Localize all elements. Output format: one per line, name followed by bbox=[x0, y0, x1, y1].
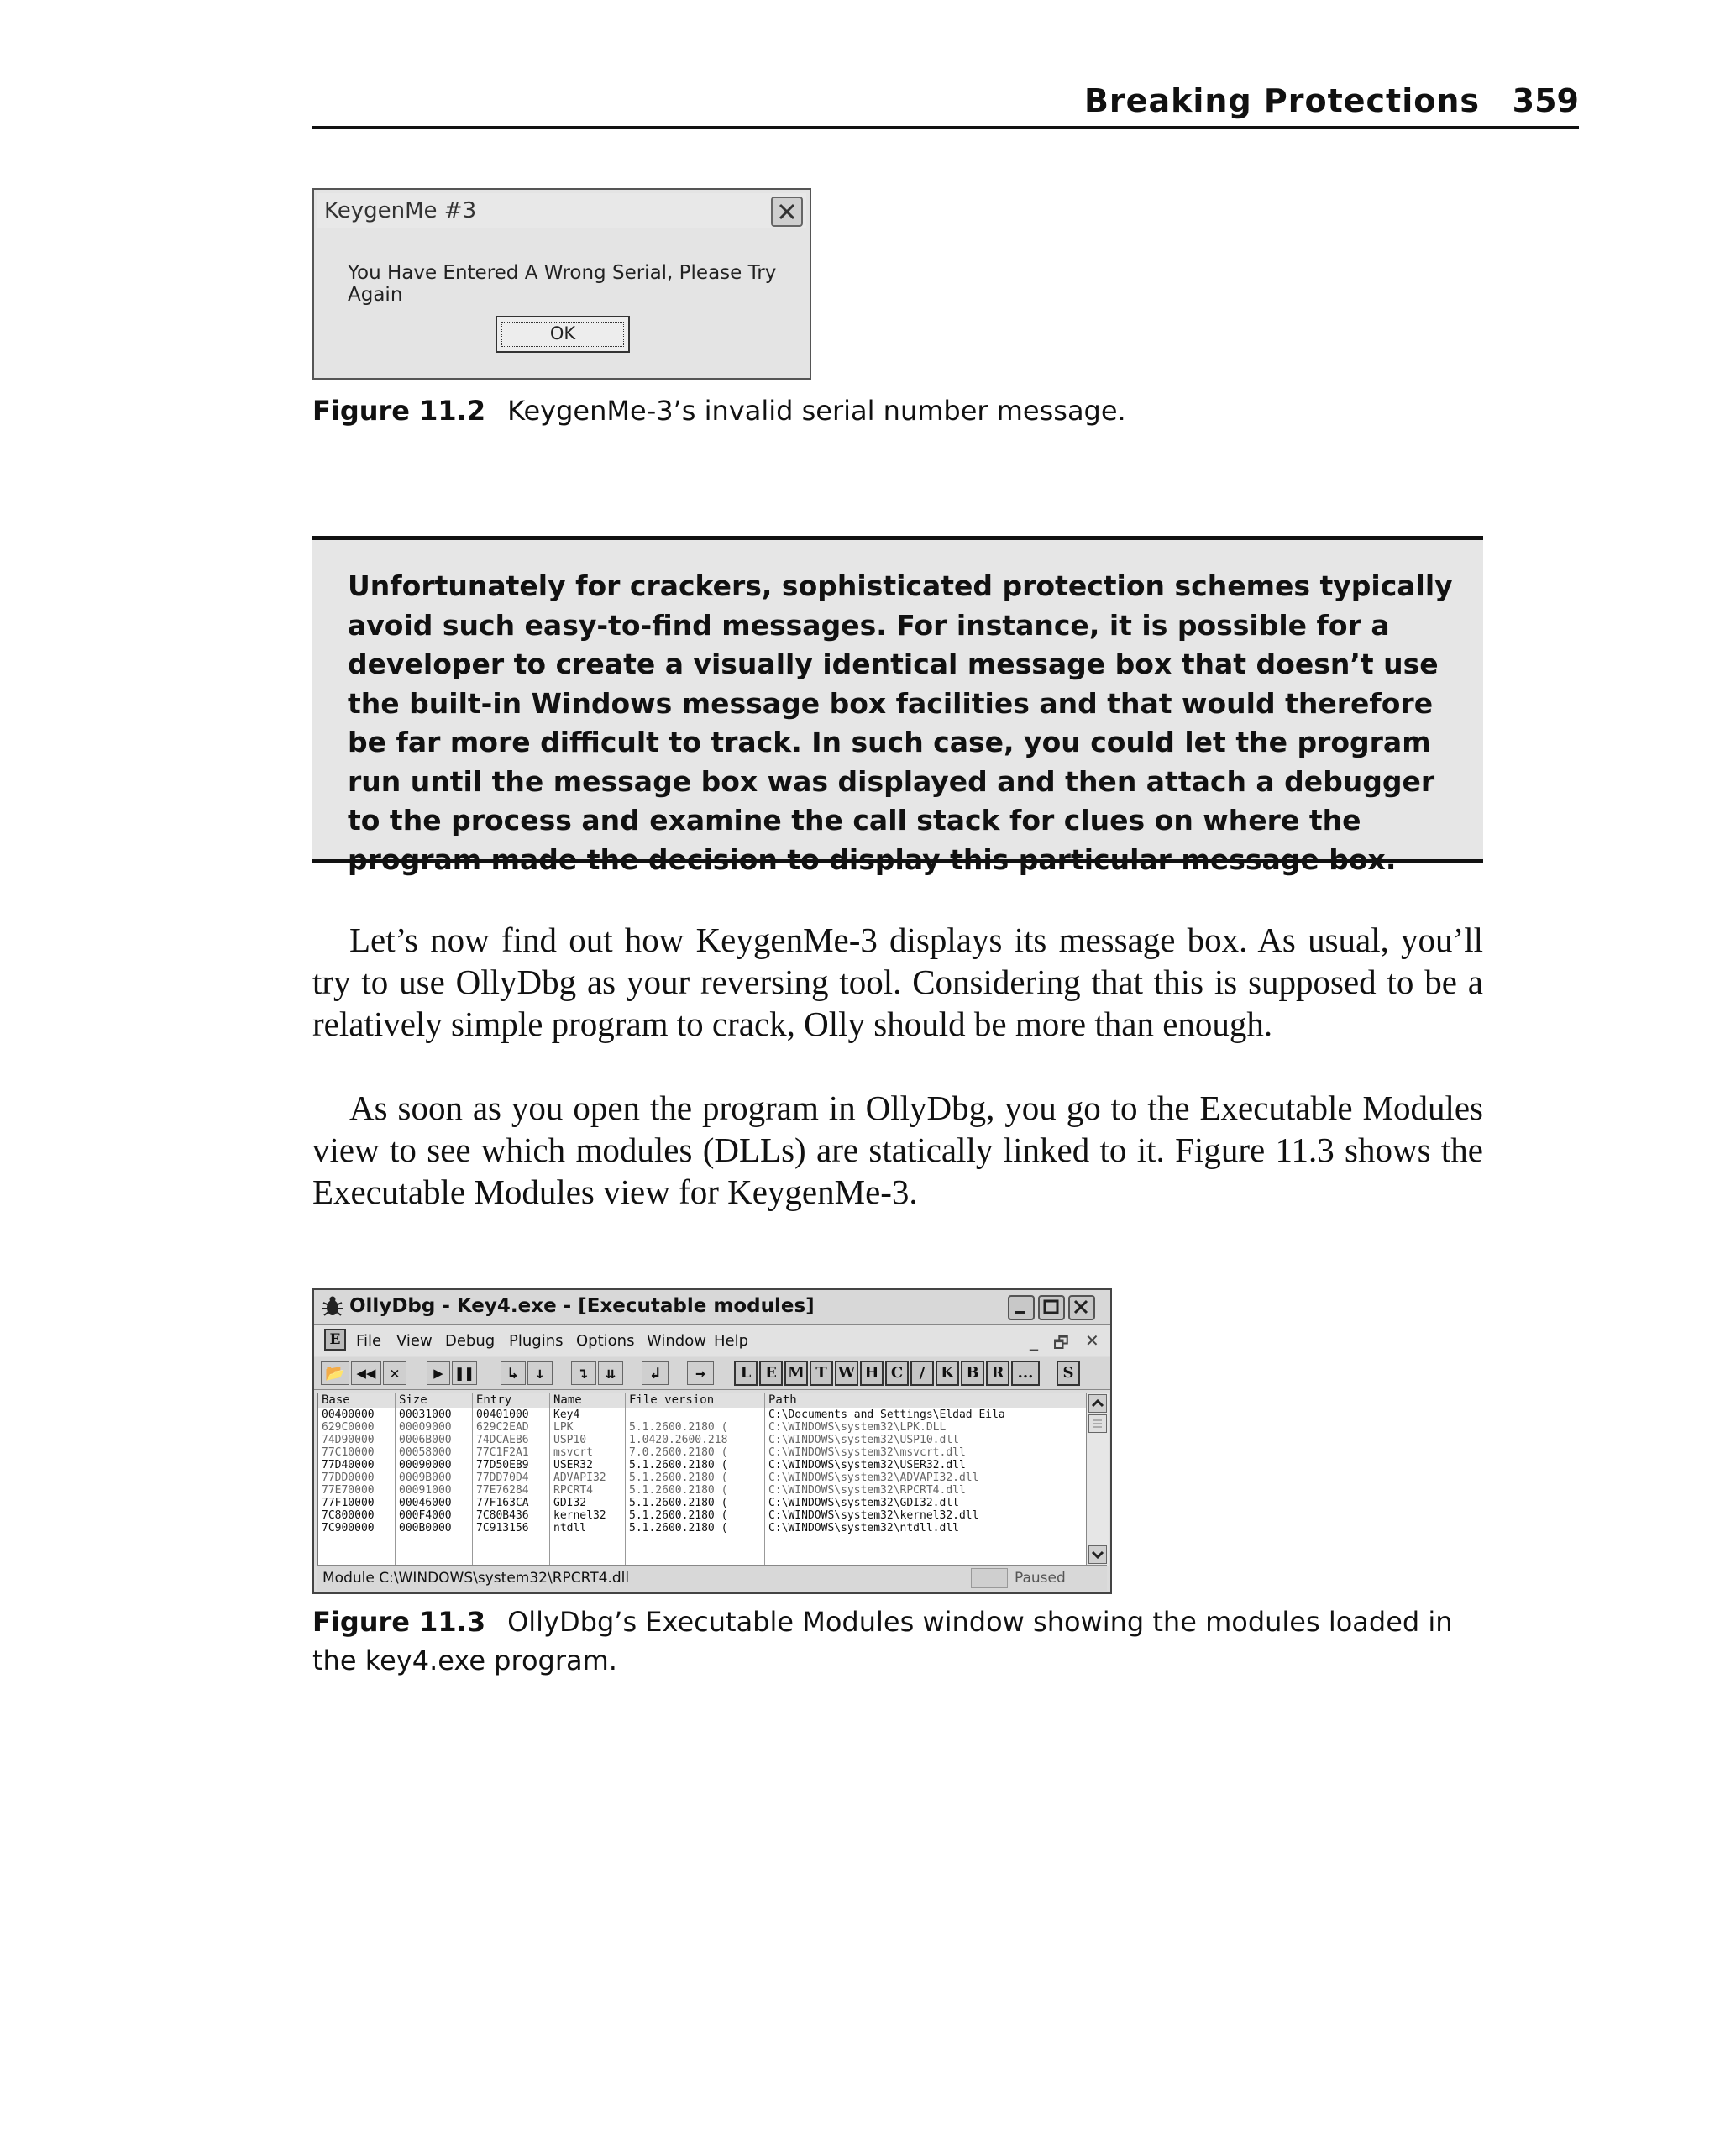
column-header-path[interactable]: Path bbox=[768, 1393, 797, 1407]
cell-path: C:\WINDOWS\system32\RPCRT4.dll bbox=[768, 1484, 966, 1497]
dialog-titlebar bbox=[317, 193, 806, 228]
cell-entry: 77C1F2A1 bbox=[476, 1446, 529, 1459]
scroll-thumb[interactable] bbox=[1088, 1414, 1107, 1433]
page-number: 359 bbox=[1512, 82, 1579, 119]
cell-file-version: 7.0.2600.2180 ( bbox=[629, 1446, 728, 1459]
column-divider bbox=[395, 1393, 396, 1565]
executable-modules-button[interactable]: E bbox=[759, 1361, 783, 1386]
run-icon[interactable]: ▶ bbox=[427, 1361, 450, 1385]
cell-size: 00058000 bbox=[399, 1446, 452, 1459]
cell-entry: 7C913156 bbox=[476, 1522, 529, 1534]
cell-size: 00009000 bbox=[399, 1421, 452, 1434]
cell-name: GDI32 bbox=[553, 1497, 587, 1509]
cell-path: C:\WINDOWS\system32\GDI32.dll bbox=[768, 1497, 959, 1509]
scroll-up-icon[interactable] bbox=[1088, 1394, 1107, 1413]
column-divider bbox=[549, 1393, 550, 1565]
cell-name: USP10 bbox=[553, 1434, 587, 1446]
ok-button[interactable] bbox=[496, 316, 630, 353]
sidebar-note bbox=[312, 536, 1483, 876]
close-icon[interactable] bbox=[771, 197, 803, 227]
goto-icon[interactable]: → bbox=[687, 1361, 714, 1385]
cell-file-version: 1.0420.2600.218 bbox=[629, 1434, 728, 1446]
focus-rectangle bbox=[501, 322, 624, 347]
handles-button[interactable]: H bbox=[860, 1361, 884, 1386]
cell-name: USER32 bbox=[553, 1459, 593, 1471]
patches-button[interactable]: / bbox=[910, 1361, 934, 1386]
toolbar bbox=[314, 1357, 1110, 1390]
cell-file-version: 5.1.2600.2180 ( bbox=[629, 1484, 728, 1497]
status-module: Module C:\WINDOWS\system32\RPCRT4.dll bbox=[322, 1570, 630, 1587]
table-row[interactable] bbox=[318, 1421, 1089, 1434]
figure-label: Figure 11.2 bbox=[312, 395, 486, 427]
cell-size: 00090000 bbox=[399, 1459, 452, 1471]
call-stack-button[interactable]: K bbox=[936, 1361, 959, 1386]
cell-entry: 74DCAEB6 bbox=[476, 1434, 529, 1446]
cell-size: 0006B000 bbox=[399, 1434, 452, 1446]
cell-name: ntdll bbox=[553, 1522, 587, 1534]
cell-size: 000F4000 bbox=[399, 1509, 452, 1522]
menu-file[interactable]: File bbox=[356, 1332, 382, 1350]
modules-table bbox=[317, 1393, 1090, 1566]
breakpoints-button[interactable]: B bbox=[961, 1361, 984, 1386]
figure-11-3-caption bbox=[312, 1603, 1483, 1680]
table-row[interactable] bbox=[318, 1471, 1089, 1484]
cell-entry: 77DD70D4 bbox=[476, 1471, 529, 1484]
minimize-icon[interactable] bbox=[1008, 1295, 1035, 1320]
column-header-file-version[interactable]: File version bbox=[626, 1393, 765, 1408]
window-titlebar bbox=[314, 1290, 1110, 1325]
cell-base: 74D90000 bbox=[322, 1434, 375, 1446]
source-button[interactable]: S bbox=[1057, 1361, 1080, 1386]
child-minimize-icon[interactable]: _ bbox=[1030, 1330, 1038, 1351]
cell-file-version: 5.1.2600.2180 ( bbox=[629, 1421, 728, 1434]
close-program-icon[interactable]: ✕ bbox=[383, 1361, 406, 1385]
cell-path: C:\WINDOWS\system32\ADVAPI32.dll bbox=[768, 1471, 979, 1484]
menu-e-button[interactable]: E bbox=[324, 1329, 346, 1351]
maximize-icon[interactable] bbox=[1038, 1295, 1065, 1320]
column-header-base[interactable]: Base bbox=[318, 1393, 396, 1408]
threads-button[interactable]: T bbox=[810, 1361, 833, 1386]
cell-base: 77C10000 bbox=[322, 1446, 375, 1459]
step-into-icon[interactable]: ↳ bbox=[501, 1361, 526, 1385]
cell-path: C:\WINDOWS\system32\USP10.dll bbox=[768, 1434, 959, 1446]
table-row[interactable] bbox=[318, 1459, 1089, 1471]
cell-path: C:\Documents and Settings\Eldad Eila bbox=[768, 1408, 1005, 1421]
cell-path: C:\WINDOWS\system32\kernel32.dll bbox=[768, 1509, 979, 1522]
message-box-dialog bbox=[312, 188, 811, 380]
vertical-scrollbar[interactable] bbox=[1086, 1393, 1109, 1566]
cell-size: 0009B000 bbox=[399, 1471, 452, 1484]
cell-name: RPCRT4 bbox=[553, 1484, 593, 1497]
run-trace-button[interactable]: ... bbox=[1011, 1361, 1040, 1386]
child-restore-icon[interactable]: 🗗 bbox=[1053, 1332, 1069, 1352]
cell-entry: 7C80B436 bbox=[476, 1509, 529, 1522]
cell-base: 7C800000 bbox=[322, 1509, 375, 1522]
open-icon[interactable]: 📂 bbox=[321, 1361, 349, 1385]
ollydbg-window bbox=[312, 1288, 1112, 1594]
figure-label: Figure 11.3 bbox=[312, 1606, 486, 1638]
cell-path: C:\WINDOWS\system32\msvcrt.dll bbox=[768, 1446, 966, 1459]
status-panel bbox=[971, 1568, 1008, 1588]
windows-button[interactable]: W bbox=[835, 1361, 858, 1386]
cell-base: 629C0000 bbox=[322, 1421, 375, 1434]
status-paused: Paused bbox=[1009, 1570, 1082, 1587]
table-row[interactable] bbox=[318, 1408, 1089, 1421]
close-icon[interactable] bbox=[1068, 1295, 1095, 1320]
cell-base: 00400000 bbox=[322, 1408, 375, 1421]
table-row[interactable] bbox=[318, 1509, 1089, 1522]
column-divider bbox=[625, 1393, 626, 1565]
cell-name: msvcrt bbox=[553, 1446, 593, 1459]
menu-bar bbox=[314, 1325, 1110, 1356]
column-header-entry[interactable]: Entry bbox=[473, 1393, 550, 1408]
cell-path: C:\WINDOWS\system32\ntdll.dll bbox=[768, 1522, 959, 1534]
cell-entry: 00401000 bbox=[476, 1408, 529, 1421]
running-head bbox=[312, 77, 1579, 129]
cell-base: 7C900000 bbox=[322, 1522, 375, 1534]
menu-view[interactable]: View bbox=[396, 1332, 433, 1350]
table-row[interactable] bbox=[318, 1497, 1089, 1509]
ollydbg-bug-icon bbox=[321, 1295, 344, 1323]
child-close-icon[interactable]: ✕ bbox=[1085, 1330, 1099, 1351]
cell-file-version: 5.1.2600.2180 ( bbox=[629, 1497, 728, 1509]
table-row[interactable] bbox=[318, 1434, 1089, 1446]
running-head-title: Breaking Protections bbox=[1083, 82, 1480, 119]
cell-base: 77F10000 bbox=[322, 1497, 375, 1509]
table-row[interactable] bbox=[318, 1522, 1089, 1534]
pause-icon[interactable]: ❚❚ bbox=[452, 1361, 477, 1385]
caption-text: OllyDbg’s Executable Modules window showing the modules loaded in the key4.exe program. bbox=[312, 1606, 1453, 1676]
sidebar-text: Unfortunately for crackers, sophisticated protection schemes typically avoid such easy-to-find messages. For instance, it is possible for a developer to create a visually identical message box that doesn’t use the built-in Windows message box facilities and that would therefore be far more difficult to track. In such case, you could let the program run until the message box was displayed and then attach a debugger to the process and examine the call stack for clues on where the program made the decision to display this particular message box. bbox=[348, 569, 1453, 876]
trace-into-icon[interactable]: ↴ bbox=[571, 1361, 596, 1385]
cell-size: 00031000 bbox=[399, 1408, 452, 1421]
cell-name: Key4 bbox=[553, 1408, 580, 1421]
cell-file-version: 5.1.2600.2180 ( bbox=[629, 1509, 728, 1522]
status-bar bbox=[317, 1565, 1107, 1591]
cell-base: 77E70000 bbox=[322, 1484, 375, 1497]
menu-debug[interactable]: Debug bbox=[445, 1332, 496, 1350]
rewind-icon[interactable]: ◀◀ bbox=[351, 1361, 381, 1385]
body-paragraph-1: Let’s now find out how KeygenMe-3 displays its message box. As usual, you’ll try to use OllyDbg as your reversing tool. Considering that this is supposed to be a relatively simple program to crack, Olly should be more than enough. bbox=[312, 921, 1483, 1043]
cell-file-version: 5.1.2600.2180 ( bbox=[629, 1459, 728, 1471]
log-window-button[interactable]: L bbox=[734, 1361, 758, 1386]
cell-entry: 629C2EAD bbox=[476, 1421, 529, 1434]
cell-path: C:\WINDOWS\system32\USER32.dll bbox=[768, 1459, 966, 1471]
cell-size: 000B0000 bbox=[399, 1522, 452, 1534]
cell-entry: 77E76284 bbox=[476, 1484, 529, 1497]
column-divider bbox=[472, 1393, 473, 1565]
cell-base: 77D40000 bbox=[322, 1459, 375, 1471]
references-button[interactable]: R bbox=[986, 1361, 1009, 1386]
menu-window[interactable]: Window bbox=[647, 1332, 706, 1350]
window-title: OllyDbg - Key4.exe - [Executable modules] bbox=[349, 1295, 815, 1317]
menu-options[interactable]: Options bbox=[576, 1332, 635, 1350]
cell-base: 77DD0000 bbox=[322, 1471, 375, 1484]
cell-name: ADVAPI32 bbox=[553, 1471, 606, 1484]
cell-file-version: 5.1.2600.2180 ( bbox=[629, 1471, 728, 1484]
trace-over-icon[interactable]: ⇊ bbox=[598, 1361, 623, 1385]
column-header-size[interactable]: Size bbox=[396, 1393, 473, 1408]
dialog-message: You Have Entered A Wrong Serial, Please Try Again bbox=[348, 262, 777, 306]
step-over-icon[interactable]: ↓ bbox=[527, 1361, 553, 1385]
scroll-down-icon[interactable] bbox=[1088, 1545, 1107, 1564]
cell-path: C:\WINDOWS\system32\LPK.DLL bbox=[768, 1421, 947, 1434]
cell-size: 00091000 bbox=[399, 1484, 452, 1497]
cpu-button[interactable]: C bbox=[885, 1361, 909, 1386]
column-header-name[interactable]: Name bbox=[550, 1393, 626, 1408]
execute-till-return-icon[interactable]: ↲ bbox=[642, 1361, 669, 1385]
cell-size: 00046000 bbox=[399, 1497, 452, 1509]
menu-plugins[interactable]: Plugins bbox=[509, 1332, 564, 1350]
table-row[interactable] bbox=[318, 1484, 1089, 1497]
menu-help[interactable]: Help bbox=[714, 1332, 749, 1350]
figure-11-2-caption bbox=[312, 391, 1126, 430]
cell-name: kernel32 bbox=[553, 1509, 606, 1522]
cell-file-version: 5.1.2600.2180 ( bbox=[629, 1522, 728, 1534]
table-header bbox=[318, 1393, 1089, 1408]
cell-entry: 77F163CA bbox=[476, 1497, 529, 1509]
caption-text: KeygenMe-3’s invalid serial number message. bbox=[507, 395, 1126, 427]
ok-button-label: OK bbox=[549, 323, 576, 344]
column-divider bbox=[764, 1393, 765, 1565]
cell-name: LPK bbox=[553, 1421, 574, 1434]
cell-entry: 77D50EB9 bbox=[476, 1459, 529, 1471]
memory-map-button[interactable]: M bbox=[784, 1361, 808, 1386]
body-paragraph-2: As soon as you open the program in OllyDbg, you go to the Executable Modules view to see which modules (DLLs) are statically linked to it. Figure 11.3 shows the Executable Modules view for KeygenMe-3. bbox=[312, 1088, 1483, 1211]
dialog-title: KeygenMe #3 bbox=[324, 198, 477, 223]
table-row[interactable] bbox=[318, 1446, 1089, 1459]
